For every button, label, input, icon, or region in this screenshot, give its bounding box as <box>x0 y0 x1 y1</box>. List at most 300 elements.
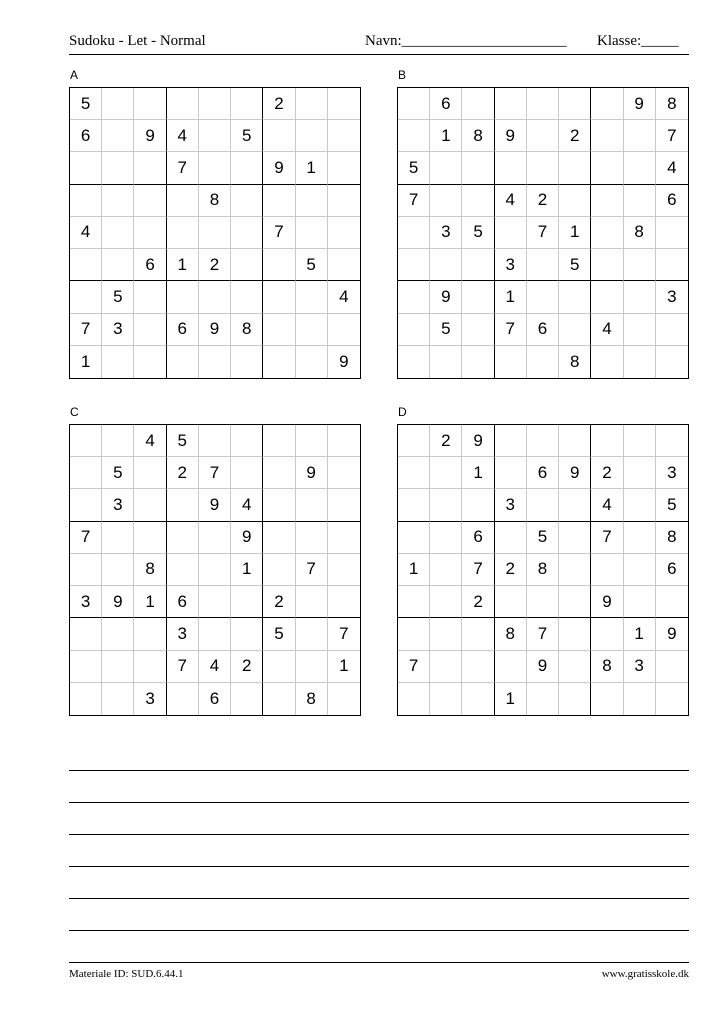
sudoku-cell[interactable] <box>263 522 295 554</box>
sudoku-cell[interactable] <box>656 651 688 683</box>
sudoku-cell[interactable] <box>296 88 328 120</box>
sudoku-cell[interactable]: 7 <box>263 217 295 249</box>
sudoku-cell[interactable] <box>591 185 623 217</box>
sudoku-cell[interactable]: 7 <box>527 618 559 650</box>
sudoku-cell[interactable] <box>296 489 328 521</box>
sudoku-cell[interactable]: 8 <box>462 120 494 152</box>
sudoku-cell[interactable] <box>624 425 656 457</box>
sudoku-cell[interactable] <box>624 683 656 715</box>
sudoku-cell[interactable] <box>462 346 494 378</box>
sudoku-cell[interactable] <box>591 152 623 184</box>
sudoku-cell[interactable] <box>527 281 559 313</box>
sudoku-cell[interactable] <box>656 346 688 378</box>
sudoku-cell[interactable]: 5 <box>398 152 430 184</box>
sudoku-cell[interactable] <box>134 314 166 346</box>
sudoku-cell[interactable]: 9 <box>559 457 591 489</box>
sudoku-cell[interactable] <box>656 314 688 346</box>
sudoku-cell[interactable] <box>495 152 527 184</box>
sudoku-cell[interactable]: 5 <box>263 618 295 650</box>
sudoku-cell[interactable]: 8 <box>624 217 656 249</box>
sudoku-cell[interactable] <box>624 586 656 618</box>
sudoku-cell[interactable] <box>462 314 494 346</box>
sudoku-cell[interactable]: 3 <box>656 281 688 313</box>
sudoku-cell[interactable]: 9 <box>339 351 349 371</box>
sudoku-cell[interactable]: 9 <box>624 88 656 120</box>
sudoku-cell[interactable] <box>495 425 527 457</box>
sudoku-cell[interactable] <box>231 249 263 281</box>
sudoku-cell[interactable]: 2 <box>591 457 623 489</box>
sudoku-cell[interactable] <box>231 586 263 618</box>
sudoku-cell[interactable]: 5 <box>296 249 328 281</box>
sudoku-cell[interactable] <box>559 586 591 618</box>
sudoku-cell[interactable]: 9 <box>495 120 527 152</box>
sudoku-cell[interactable] <box>167 281 199 313</box>
sudoku-cell[interactable] <box>70 683 102 715</box>
sudoku-cell[interactable] <box>199 522 231 554</box>
sudoku-cell[interactable] <box>102 683 134 715</box>
sudoku-cell[interactable]: 1 <box>462 457 494 489</box>
sudoku-cell[interactable] <box>527 346 559 378</box>
sudoku-cell[interactable] <box>328 554 360 586</box>
sudoku-cell[interactable] <box>430 683 462 715</box>
sudoku-cell[interactable] <box>328 683 360 715</box>
sudoku-cell[interactable] <box>102 152 134 184</box>
sudoku-cell[interactable] <box>656 425 688 457</box>
sudoku-cell[interactable] <box>462 185 494 217</box>
sudoku-cell[interactable] <box>102 88 134 120</box>
sudoku-cell[interactable] <box>328 249 360 281</box>
sudoku-cell[interactable] <box>591 120 623 152</box>
sudoku-cell[interactable] <box>591 554 623 586</box>
sudoku-cell[interactable]: 7 <box>591 522 623 554</box>
sudoku-cell[interactable] <box>199 281 231 313</box>
sudoku-cell[interactable]: 4 <box>231 489 263 521</box>
sudoku-cell[interactable]: 6 <box>527 457 559 489</box>
sudoku-cell[interactable] <box>231 346 263 378</box>
sudoku-cell[interactable]: 4 <box>70 217 102 249</box>
sudoku-cell[interactable] <box>70 281 102 313</box>
sudoku-cell[interactable] <box>430 586 462 618</box>
sudoku-cell[interactable] <box>328 120 360 152</box>
sudoku-cell[interactable]: 9 <box>231 522 263 554</box>
sudoku-cell[interactable] <box>591 217 623 249</box>
sudoku-cell[interactable]: 1 <box>328 651 360 683</box>
sudoku-cell[interactable] <box>462 651 494 683</box>
sudoku-cell[interactable]: 4 <box>199 651 231 683</box>
sudoku-cell[interactable]: 3 <box>624 651 656 683</box>
sudoku-cell[interactable] <box>231 425 263 457</box>
sudoku-cell[interactable] <box>495 586 527 618</box>
sudoku-cell[interactable] <box>263 683 295 715</box>
sudoku-cell[interactable] <box>559 152 591 184</box>
sudoku-cell[interactable]: 3 <box>656 457 688 489</box>
sudoku-cell[interactable] <box>328 88 360 120</box>
sudoku-cell[interactable] <box>328 586 360 618</box>
sudoku-cell[interactable]: 1 <box>430 120 462 152</box>
sudoku-cell[interactable] <box>328 489 360 521</box>
sudoku-cell[interactable]: 4 <box>656 152 688 184</box>
sudoku-cell[interactable] <box>199 88 231 120</box>
sudoku-cell[interactable] <box>134 346 166 378</box>
sudoku-cell[interactable]: 1 <box>70 346 102 378</box>
sudoku-cell[interactable]: 6 <box>527 314 559 346</box>
sudoku-cell[interactable] <box>102 554 134 586</box>
sudoku-cell[interactable] <box>624 152 656 184</box>
sudoku-cell[interactable]: 7 <box>70 314 102 346</box>
sudoku-cell[interactable]: 8 <box>296 683 328 715</box>
sudoku-cell[interactable]: 5 <box>559 249 591 281</box>
sudoku-cell[interactable] <box>559 618 591 650</box>
sudoku-cell[interactable]: 7 <box>328 618 360 650</box>
sudoku-cell[interactable]: 4 <box>591 314 623 346</box>
sudoku-cell[interactable] <box>462 88 494 120</box>
sudoku-cell[interactable] <box>70 457 102 489</box>
sudoku-cell[interactable]: 7 <box>167 651 199 683</box>
sudoku-cell[interactable]: 3 <box>495 249 527 281</box>
sudoku-cell[interactable] <box>430 554 462 586</box>
sudoku-cell[interactable]: 7 <box>167 152 199 184</box>
sudoku-cell[interactable]: 3 <box>430 217 462 249</box>
sudoku-cell[interactable]: 5 <box>231 120 263 152</box>
sudoku-cell[interactable] <box>430 618 462 650</box>
sudoku-cell[interactable]: 5 <box>462 217 494 249</box>
sudoku-cell[interactable]: 5 <box>430 314 462 346</box>
sudoku-cell[interactable] <box>231 185 263 217</box>
sudoku-cell[interactable]: 1 <box>624 618 656 650</box>
sudoku-cell[interactable]: 9 <box>591 586 623 618</box>
sudoku-cell[interactable]: 7 <box>199 457 231 489</box>
sudoku-cell[interactable]: 6 <box>167 586 199 618</box>
sudoku-cell[interactable] <box>263 489 295 521</box>
sudoku-cell[interactable] <box>231 152 263 184</box>
sudoku-cell[interactable] <box>199 425 231 457</box>
sudoku-cell[interactable] <box>199 152 231 184</box>
sudoku-cell[interactable]: 9 <box>656 618 688 650</box>
sudoku-cell[interactable] <box>231 618 263 650</box>
sudoku-cell[interactable] <box>328 152 360 184</box>
sudoku-cell[interactable]: 3 <box>167 618 199 650</box>
sudoku-cell[interactable] <box>296 618 328 650</box>
sudoku-cell[interactable]: 6 <box>430 88 462 120</box>
sudoku-cell[interactable] <box>134 217 166 249</box>
sudoku-cell[interactable] <box>296 586 328 618</box>
sudoku-cell[interactable] <box>134 489 166 521</box>
sudoku-cell[interactable] <box>398 217 430 249</box>
sudoku-cell[interactable] <box>591 425 623 457</box>
sudoku-cell[interactable] <box>398 346 430 378</box>
sudoku-cell[interactable] <box>656 586 688 618</box>
sudoku-cell[interactable] <box>263 314 295 346</box>
sudoku-cell[interactable]: 6 <box>656 185 688 217</box>
sudoku-cell[interactable] <box>656 683 688 715</box>
sudoku-cell[interactable] <box>559 425 591 457</box>
sudoku-cell[interactable] <box>296 281 328 313</box>
sudoku-cell[interactable]: 4 <box>134 425 166 457</box>
sudoku-cell[interactable] <box>495 346 527 378</box>
sudoku-cell[interactable] <box>199 346 231 378</box>
sudoku-cell[interactable] <box>624 249 656 281</box>
sudoku-cell[interactable]: 1 <box>559 217 591 249</box>
sudoku-cell[interactable] <box>231 217 263 249</box>
sudoku-cell[interactable]: 5 <box>656 489 688 521</box>
sudoku-cell[interactable] <box>102 618 134 650</box>
sudoku-cell[interactable] <box>656 217 688 249</box>
sudoku-cell[interactable] <box>624 346 656 378</box>
sudoku-cell[interactable] <box>527 88 559 120</box>
sudoku-cell[interactable] <box>591 683 623 715</box>
sudoku-cell[interactable] <box>559 314 591 346</box>
sudoku-cell[interactable] <box>167 489 199 521</box>
sudoku-cell[interactable] <box>167 554 199 586</box>
sudoku-cell[interactable]: 1 <box>134 586 166 618</box>
sudoku-cell[interactable] <box>559 489 591 521</box>
sudoku-cell[interactable]: 6 <box>656 554 688 586</box>
sudoku-cell[interactable]: 7 <box>296 554 328 586</box>
sudoku-cell[interactable] <box>134 185 166 217</box>
sudoku-cell[interactable]: 2 <box>263 586 295 618</box>
sudoku-cell[interactable]: 3 <box>102 314 134 346</box>
sudoku-cell[interactable]: 8 <box>559 346 591 378</box>
sudoku-cell[interactable] <box>527 425 559 457</box>
sudoku-cell[interactable]: 9 <box>462 425 494 457</box>
sudoku-cell[interactable] <box>430 152 462 184</box>
sudoku-cell[interactable] <box>134 88 166 120</box>
sudoku-cell[interactable] <box>624 120 656 152</box>
sudoku-cell[interactable] <box>102 185 134 217</box>
sudoku-cell[interactable] <box>70 152 102 184</box>
sudoku-cell[interactable] <box>591 249 623 281</box>
sudoku-cell[interactable] <box>559 281 591 313</box>
sudoku-cell[interactable]: 3 <box>134 683 166 715</box>
sudoku-cell[interactable] <box>263 249 295 281</box>
sudoku-cell[interactable]: 4 <box>328 281 360 313</box>
sudoku-cell[interactable] <box>296 314 328 346</box>
sudoku-cell[interactable] <box>495 651 527 683</box>
sudoku-cell[interactable]: 7 <box>495 314 527 346</box>
sudoku-cell[interactable]: 9 <box>430 281 462 313</box>
sudoku-cell[interactable] <box>430 489 462 521</box>
sudoku-cell[interactable]: 7 <box>656 120 688 152</box>
sudoku-cell[interactable] <box>398 618 430 650</box>
sudoku-cell[interactable]: 6 <box>462 522 494 554</box>
sudoku-cell[interactable] <box>199 554 231 586</box>
sudoku-cell[interactable] <box>430 522 462 554</box>
sudoku-cell[interactable] <box>527 152 559 184</box>
sudoku-cell[interactable] <box>462 683 494 715</box>
sudoku-cell[interactable] <box>559 683 591 715</box>
sudoku-cell[interactable] <box>263 346 295 378</box>
sudoku-cell[interactable] <box>398 314 430 346</box>
sudoku-cell[interactable] <box>527 249 559 281</box>
sudoku-cell[interactable] <box>296 522 328 554</box>
sudoku-cell[interactable]: 6 <box>167 314 199 346</box>
sudoku-cell[interactable]: 9 <box>296 457 328 489</box>
sudoku-cell[interactable] <box>328 185 360 217</box>
sudoku-cell[interactable] <box>70 489 102 521</box>
sudoku-cell[interactable]: 9 <box>527 651 559 683</box>
sudoku-cell[interactable]: 4 <box>495 185 527 217</box>
sudoku-cell[interactable] <box>430 249 462 281</box>
sudoku-cell[interactable] <box>398 120 430 152</box>
sudoku-cell[interactable] <box>624 457 656 489</box>
sudoku-cell[interactable] <box>430 457 462 489</box>
sudoku-cell[interactable]: 8 <box>656 88 688 120</box>
sudoku-cell[interactable]: 9 <box>199 314 231 346</box>
sudoku-cell[interactable] <box>527 489 559 521</box>
sudoku-cell[interactable]: 9 <box>102 586 134 618</box>
sudoku-cell[interactable] <box>296 346 328 378</box>
sudoku-cell[interactable] <box>102 120 134 152</box>
sudoku-cell[interactable] <box>134 618 166 650</box>
sudoku-cell[interactable] <box>199 586 231 618</box>
sudoku-cell[interactable]: 1 <box>167 249 199 281</box>
sudoku-cell[interactable]: 7 <box>462 554 494 586</box>
sudoku-cell[interactable] <box>263 281 295 313</box>
sudoku-cell[interactable] <box>398 88 430 120</box>
sudoku-cell[interactable] <box>296 185 328 217</box>
sudoku-cell[interactable]: 8 <box>231 314 263 346</box>
sudoku-cell[interactable] <box>102 425 134 457</box>
sudoku-cell[interactable] <box>134 457 166 489</box>
sudoku-cell[interactable]: 1 <box>495 281 527 313</box>
sudoku-cell[interactable] <box>591 88 623 120</box>
sudoku-cell[interactable] <box>263 554 295 586</box>
sudoku-cell[interactable] <box>398 683 430 715</box>
sudoku-cell[interactable] <box>398 425 430 457</box>
sudoku-cell[interactable]: 5 <box>167 425 199 457</box>
sudoku-cell[interactable] <box>591 281 623 313</box>
sudoku-cell[interactable] <box>656 249 688 281</box>
sudoku-cell[interactable] <box>559 88 591 120</box>
sudoku-cell[interactable] <box>624 522 656 554</box>
sudoku-cell[interactable] <box>296 651 328 683</box>
sudoku-cell[interactable] <box>167 346 199 378</box>
sudoku-cell[interactable]: 1 <box>231 554 263 586</box>
sudoku-cell[interactable] <box>559 522 591 554</box>
sudoku-cell[interactable] <box>296 120 328 152</box>
sudoku-cell[interactable] <box>624 281 656 313</box>
sudoku-cell[interactable]: 9 <box>134 120 166 152</box>
sudoku-cell[interactable]: 6 <box>134 249 166 281</box>
sudoku-cell[interactable] <box>328 217 360 249</box>
sudoku-cell[interactable] <box>167 683 199 715</box>
sudoku-cell[interactable] <box>231 457 263 489</box>
sudoku-cell[interactable] <box>102 346 134 378</box>
sudoku-cell[interactable] <box>102 249 134 281</box>
sudoku-cell[interactable] <box>70 618 102 650</box>
sudoku-cell[interactable] <box>167 522 199 554</box>
sudoku-cell[interactable]: 9 <box>199 489 231 521</box>
sudoku-cell[interactable] <box>430 651 462 683</box>
sudoku-cell[interactable]: 2 <box>430 425 462 457</box>
sudoku-cell[interactable]: 2 <box>167 457 199 489</box>
sudoku-cell[interactable] <box>495 457 527 489</box>
sudoku-cell[interactable] <box>296 425 328 457</box>
sudoku-cell[interactable] <box>70 185 102 217</box>
sudoku-cell[interactable] <box>263 651 295 683</box>
sudoku-cell[interactable] <box>624 489 656 521</box>
sudoku-cell[interactable] <box>134 152 166 184</box>
sudoku-cell[interactable] <box>591 346 623 378</box>
sudoku-cell[interactable]: 1 <box>495 683 527 715</box>
sudoku-cell[interactable]: 6 <box>70 120 102 152</box>
sudoku-cell[interactable]: 7 <box>398 651 430 683</box>
sudoku-cell[interactable]: 3 <box>102 489 134 521</box>
sudoku-cell[interactable] <box>591 618 623 650</box>
sudoku-cell[interactable] <box>167 217 199 249</box>
sudoku-cell[interactable] <box>70 554 102 586</box>
sudoku-cell[interactable] <box>263 425 295 457</box>
sudoku-cell[interactable] <box>559 554 591 586</box>
sudoku-cell[interactable]: 7 <box>398 185 430 217</box>
sudoku-cell[interactable]: 2 <box>559 120 591 152</box>
sudoku-cell[interactable]: 8 <box>527 554 559 586</box>
sudoku-cell[interactable] <box>430 185 462 217</box>
sudoku-cell[interactable]: 2 <box>462 586 494 618</box>
sudoku-cell[interactable]: 2 <box>263 88 295 120</box>
sudoku-cell[interactable] <box>462 281 494 313</box>
sudoku-cell[interactable] <box>527 683 559 715</box>
sudoku-cell[interactable]: 5 <box>527 522 559 554</box>
sudoku-cell[interactable] <box>70 425 102 457</box>
sudoku-cell[interactable] <box>624 185 656 217</box>
sudoku-cell[interactable] <box>102 217 134 249</box>
sudoku-cell[interactable] <box>199 618 231 650</box>
sudoku-cell[interactable] <box>398 281 430 313</box>
sudoku-cell[interactable] <box>328 522 360 554</box>
sudoku-cell[interactable] <box>527 120 559 152</box>
sudoku-cell[interactable]: 4 <box>167 120 199 152</box>
sudoku-cell[interactable] <box>263 185 295 217</box>
sudoku-cell[interactable]: 2 <box>199 249 231 281</box>
sudoku-cell[interactable] <box>199 217 231 249</box>
sudoku-cell[interactable] <box>102 651 134 683</box>
sudoku-cell[interactable] <box>296 217 328 249</box>
sudoku-cell[interactable]: 2 <box>231 651 263 683</box>
sudoku-cell[interactable]: 1 <box>296 152 328 184</box>
sudoku-cell[interactable] <box>495 88 527 120</box>
sudoku-cell[interactable]: 3 <box>495 489 527 521</box>
sudoku-cell[interactable]: 8 <box>495 618 527 650</box>
sudoku-cell[interactable] <box>398 249 430 281</box>
sudoku-cell[interactable] <box>398 586 430 618</box>
sudoku-cell[interactable] <box>231 683 263 715</box>
sudoku-cell[interactable]: 2 <box>495 554 527 586</box>
sudoku-cell[interactable] <box>398 489 430 521</box>
sudoku-cell[interactable] <box>430 346 462 378</box>
sudoku-cell[interactable]: 8 <box>134 554 166 586</box>
sudoku-cell[interactable] <box>102 522 134 554</box>
sudoku-cell[interactable]: 5 <box>102 281 134 313</box>
sudoku-cell[interactable] <box>462 489 494 521</box>
sudoku-cell[interactable]: 9 <box>263 152 295 184</box>
sudoku-cell[interactable] <box>134 522 166 554</box>
sudoku-cell[interactable] <box>462 249 494 281</box>
sudoku-cell[interactable]: 4 <box>591 489 623 521</box>
sudoku-cell[interactable] <box>328 425 360 457</box>
sudoku-cell[interactable] <box>559 651 591 683</box>
sudoku-cell[interactable]: 3 <box>70 586 102 618</box>
sudoku-cell[interactable]: 7 <box>70 522 102 554</box>
sudoku-cell[interactable] <box>70 651 102 683</box>
sudoku-cell[interactable] <box>199 120 231 152</box>
sudoku-cell[interactable]: 6 <box>199 683 231 715</box>
sudoku-cell[interactable] <box>398 457 430 489</box>
sudoku-cell[interactable] <box>462 152 494 184</box>
sudoku-cell[interactable]: 8 <box>591 651 623 683</box>
sudoku-cell[interactable] <box>231 88 263 120</box>
sudoku-cell[interactable] <box>624 554 656 586</box>
